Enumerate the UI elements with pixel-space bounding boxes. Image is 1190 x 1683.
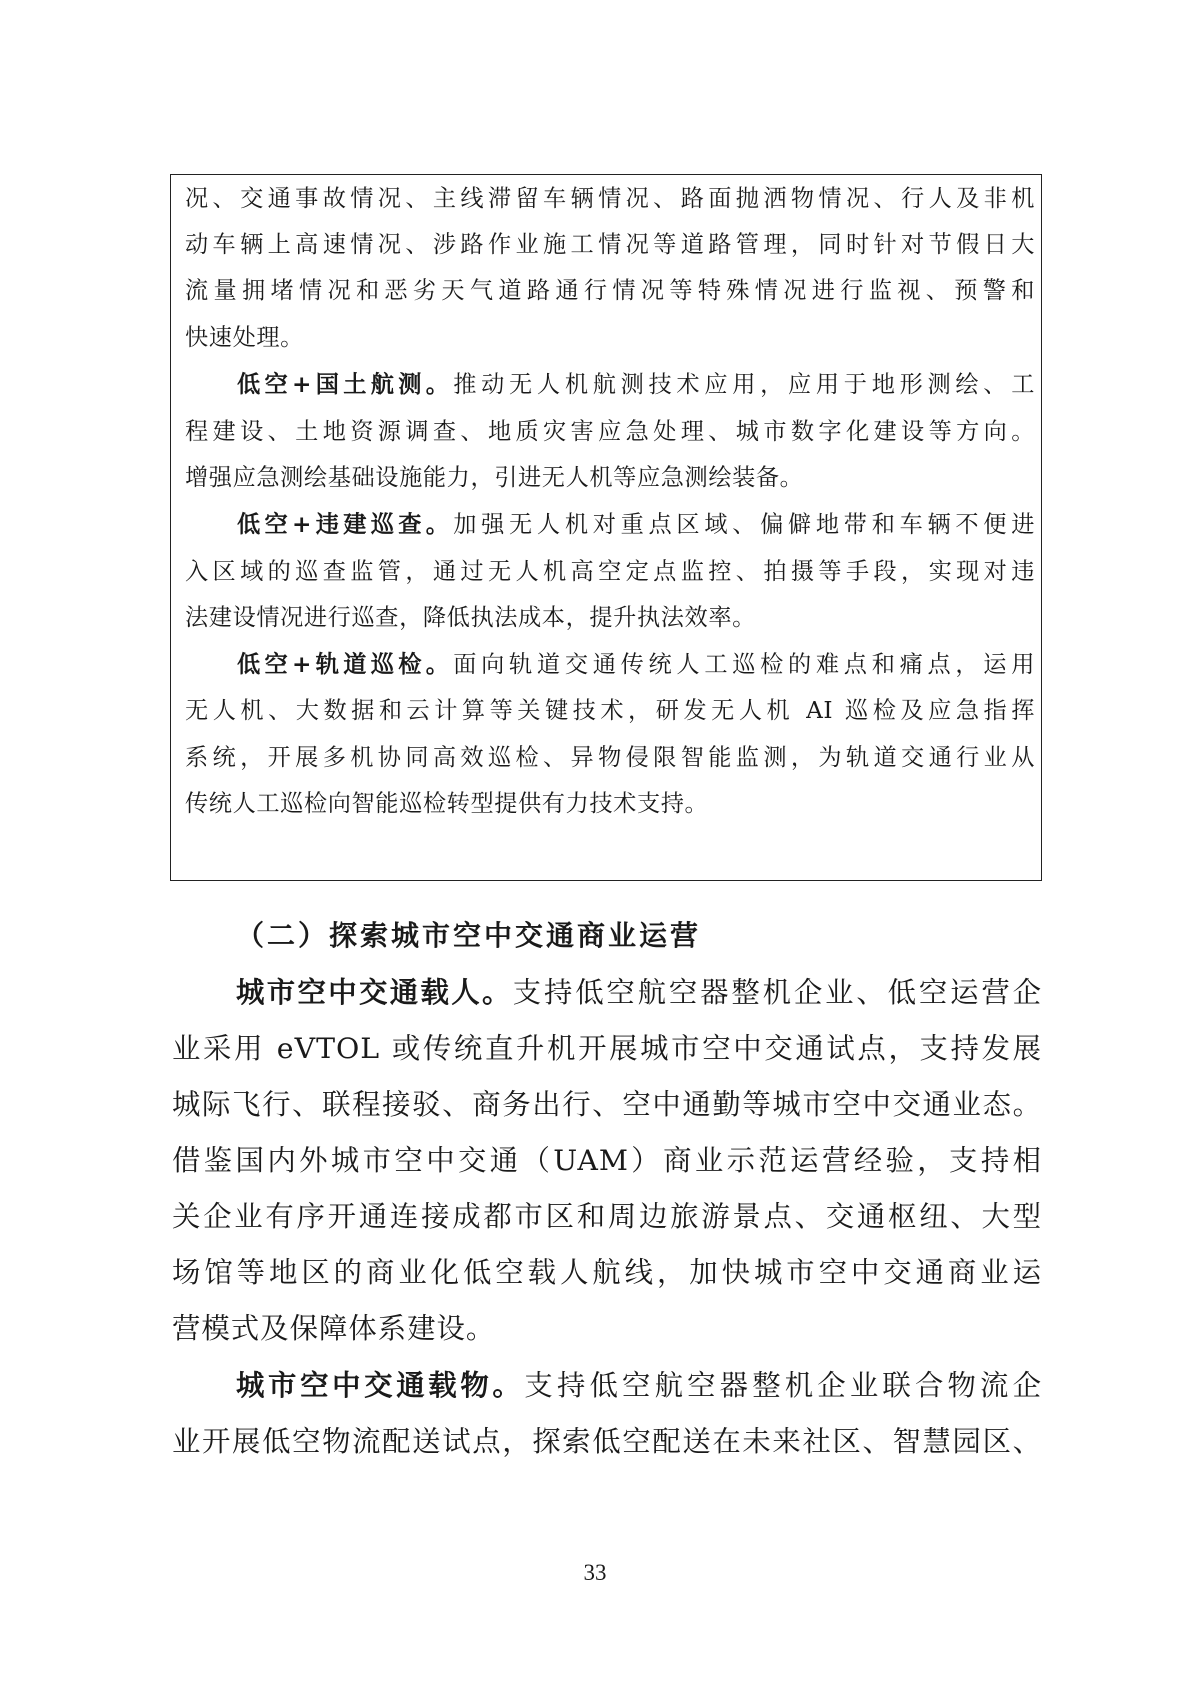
box-text-line: 程建设、土地资源调查、地质灾害应急处理、城市数字化建设等方向。 — [185, 418, 1035, 445]
text-line: 场馆等地区的商业化低空载人航线，加快城市空中交通商业运 — [172, 1256, 1042, 1289]
box-text-line: 入区域的巡查监管，通过无人机高空定点监控、拍摄等手段，实现对违 — [185, 558, 1035, 585]
box-text-span: 加强无人机对重点区域、偏僻地带和车辆不便进 — [453, 511, 1035, 538]
text-line: 关企业有序开通连接成都市区和周边旅游景点、交通枢纽、大型 — [172, 1200, 1042, 1233]
box-text-line: 无人机、大数据和云计算等关键技术，研发无人机 AI 巡检及应急指挥 — [185, 697, 1035, 724]
box-paragraph-title: 低空+国土航测。 — [237, 371, 454, 398]
text-line: 城际飞行、联程接驳、商务出行、空中通勤等城市空中交通业态。 — [172, 1088, 1042, 1121]
box-paragraph-first-line — [237, 511, 1035, 539]
text-line: 借鉴国内外城市空中交通（UAM）商业示范运营经验，支持相 — [172, 1144, 1042, 1177]
box-text-line: 传统人工巡检向智能巡检转型提供有力技术支持。 — [185, 790, 709, 817]
paragraph-first-line — [236, 1369, 1042, 1403]
section-heading: （二）探索城市空中交通商业运营 — [236, 919, 702, 952]
box-text-line: 快速处理。 — [185, 324, 304, 351]
paragraph-first-line — [236, 976, 1042, 1010]
box-text-line: 增强应急测绘基础设施能力，引进无人机等应急测绘装备。 — [185, 464, 804, 491]
box-text-line: 动车辆上高速情况、涉路作业施工情况等道路管理，同时针对节假日大 — [185, 231, 1035, 258]
text-line: 业开展低空物流配送试点，探索低空配送在未来社区、智慧园区、 — [172, 1425, 1042, 1458]
box-text-span: 面向轨道交通传统人工巡检的难点和痛点，运用 — [453, 651, 1035, 678]
box-paragraph-first-line — [237, 651, 1035, 679]
paragraph-title: 城市空中交通载人。 — [236, 976, 513, 1009]
text-span: 支持低空航空器整机企业联合物流企 — [524, 1369, 1042, 1402]
box-text-line: 系统，开展多机协同高效巡检、异物侵限智能监测，为轨道交通行业从 — [185, 744, 1035, 771]
text-line: 营模式及保障体系建设。 — [172, 1312, 496, 1345]
page-number: 33 — [583, 1560, 607, 1585]
text-span: 支持低空航空器整机企业、低空运营企 — [512, 976, 1042, 1009]
box-paragraph-title: 低空+违建巡查。 — [237, 511, 454, 538]
box-paragraph-title: 低空+轨道巡检。 — [237, 651, 454, 678]
box-paragraph-first-line — [237, 371, 1035, 399]
highlight-box — [170, 174, 1042, 881]
box-text-line: 流量拥堵情况和恶劣天气道路通行情况等特殊情况进行监视、预警和 — [185, 277, 1035, 304]
text-line: 业采用 eVTOL 或传统直升机开展城市空中交通试点，支持发展 — [172, 1032, 1042, 1065]
box-text-line: 法建设情况进行巡查，降低执法成本，提升执法效率。 — [185, 604, 756, 631]
box-text-line: 况、交通事故情况、主线滞留车辆情况、路面抛洒物情况、行人及非机 — [185, 185, 1035, 212]
paragraph-title: 城市空中交通载物。 — [236, 1369, 525, 1402]
box-text-span: 推动无人机航测技术应用，应用于地形测绘、工 — [453, 371, 1035, 398]
